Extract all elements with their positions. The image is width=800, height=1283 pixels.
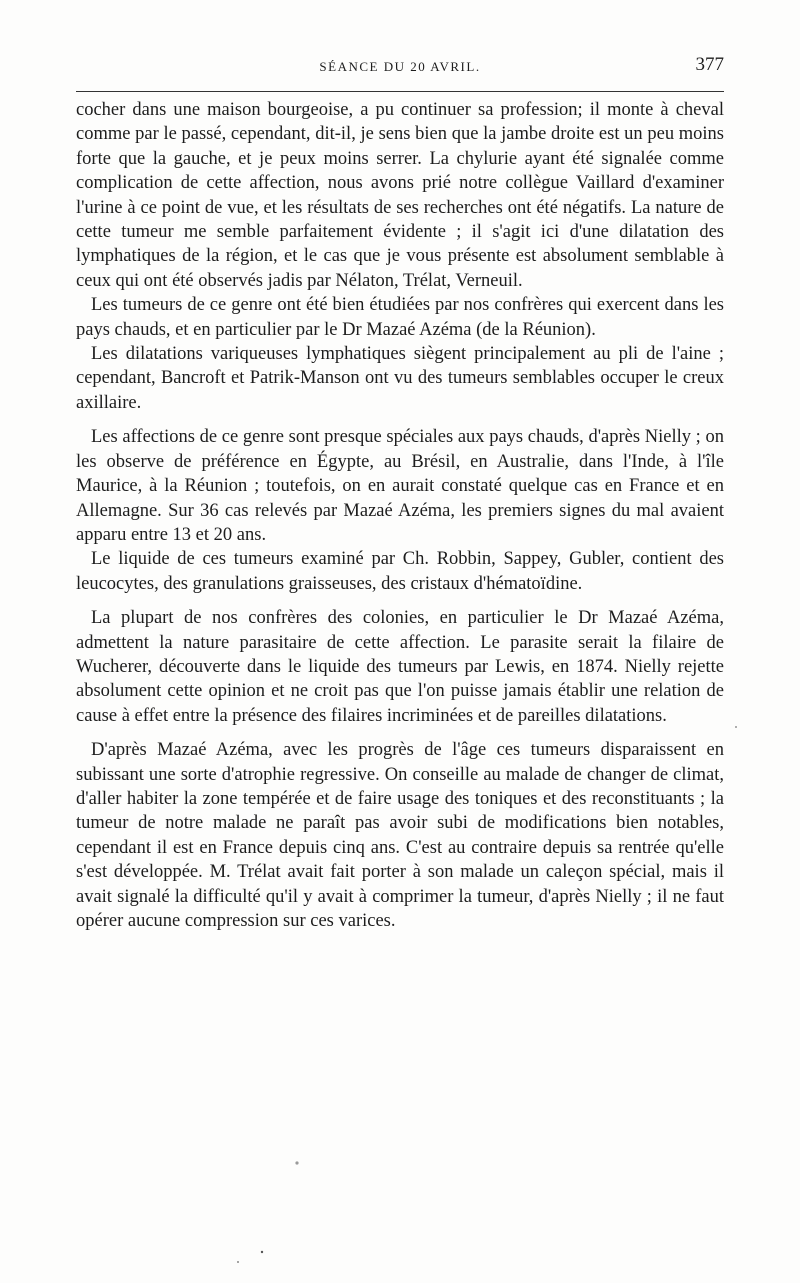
running-head: [76, 54, 724, 82]
speck: [237, 1261, 239, 1263]
speck: [261, 1251, 263, 1253]
header-rule: [76, 91, 724, 92]
paragraph: Les affections de ce genre sont presque spéciales aux pays chauds, d'après Nielly ; on les observe de préférence en Égypte, au Brésil, en Australie, dans l'Inde, à l'île Maurice, à la Réunion ; toutefois, on en aurait constaté quelque cas en France et en Allemagne. Sur 36 cas relevés par Mazaé Azéma, les premiers signes du mal avaient apparu entre 13 et 20 ans.: [76, 427, 724, 545]
paragraph: La plupart de nos confrères des colonies, en particulier le Dr Mazaé Azéma, admettent la nature parasitaire de cette affection. Le parasite serait la filaire de Wucherer, découverte dans le liquide des tumeurs par Lewis, en 1874. Nielly rejette absolument cette opinion et ne croit pas que l'on puisse jamais établir une relation de cause à effet entre la présence des filaires incriminées et de pareilles dilatations.: [76, 608, 724, 726]
speck: [735, 726, 737, 728]
paragraph: Les dilatations variqueuses lymphatiques siègent principalement au pli de l'aine ; cependant, Bancroft et Patrik-Manson ont vu des tumeurs semblables occuper le creux axillaire.: [76, 344, 724, 413]
body-text: [76, 98, 724, 933]
paragraph-continued: cocher dans une maison bourgeoise, a pu continuer sa profession; il monte à cheval comme par le passé, cependant, dit-il, je sens bien que la jambe droite est un peu moins forte que la gauche, et je peux moins serrer. La chylurie ayant été signalée comme complication de cette affection, nous avons prié notre collègue Vaillard d'examiner l'urine à ce point de vue, et les résultats de ses recherches ont été négatifs. La nature de cette tumeur me semble parfaitement évidente ; il s'agit ici d'une dilatation des lymphatiques de la région, et le cas que je vous présente est absolument semblable à ceux qui ont été observés jadis par Nélaton, Trélat, Verneuil.: [76, 100, 724, 291]
page-number: 377: [695, 54, 724, 75]
paragraph: D'après Mazaé Azéma, avec les progrès de l'âge ces tumeurs disparaissent en subissant une sorte d'atrophie regressive. On conseille au malade de changer de climat, d'aller habiter la zone tempérée et de faire usage des toniques et des reconstituants ; la tumeur de notre malade ne paraît pas avoir subi de modifications bien notables, cependant il est en France depuis cinq ans. C'est au contraire depuis sa rentrée qu'elle s'est développée. M. Trélat avait fait porter à son malade un caleçon spécial, mais il avait signalé la difficulté qu'il y avait à comprimer la tumeur, d'après Nielly ; il ne faut opérer aucune compression sur ces varices.: [76, 740, 724, 931]
speck: [295, 1161, 298, 1164]
running-title: SÉANCE DU 20 AVRIL.: [319, 59, 481, 74]
paragraph: Les tumeurs de ce genre ont été bien étudiées par nos confrères qui exercent dans les pays chauds, et en particulier par le Dr Mazaé Azéma (de la Réunion).: [76, 295, 724, 340]
paragraph: Le liquide de ces tumeurs examiné par Ch. Robbin, Sappey, Gubler, contient des leucocytes, des granulations graisseuses, des cristaux d'hématoïdine.: [76, 549, 724, 594]
